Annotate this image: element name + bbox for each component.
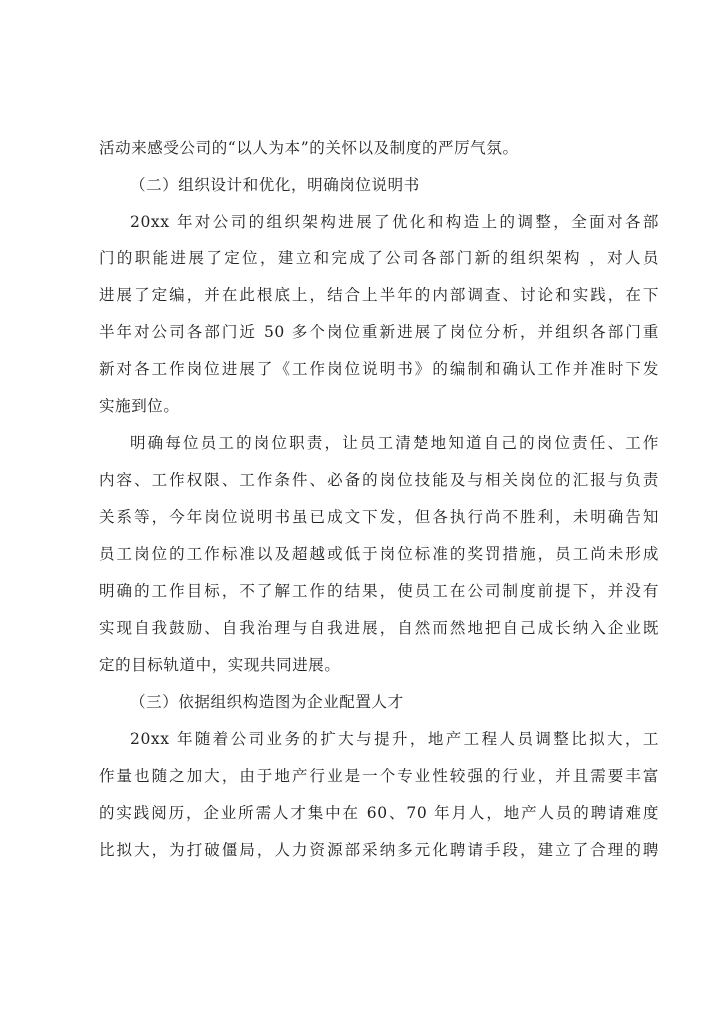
paragraph-line: 作量也随之加大，由于地产行业是一个专业性较强的行业，并且需要丰富 [99,767,659,785]
paragraph-line: 20xx 年随着公司业务的扩大与提升，地产工程人员调整比拟大，工 [130,730,659,748]
paragraph-line: 实施到位。 [99,397,180,415]
paragraph-line: 进展了定编，并在此根底上，结合上半年的内部调查、讨论和实践，在下 [99,286,659,304]
paragraph-line: 实现自我鼓励、自我治理与自我进展，自然而然地把自己成长纳入企业既 [99,619,659,637]
paragraph-line: 明确的工作目标，不了解工作的结果，使员工在公司制度前提下，并没有 [99,582,659,600]
paragraph-line: 活动来感受公司的“以人为本”的关怀以及制度的严厉气氛。 [99,139,519,157]
paragraph-line: 员工岗位的工作标准以及超越或低于岗位标准的奖罚措施，员工尚未形成 [99,545,659,563]
section-heading-2: （二）组织设计和优化，明确岗位说明书 [130,176,420,194]
paragraph-line: 定的目标轨道中，实现共同进展。 [99,656,341,674]
paragraph-line: 的实践阅历，企业所需人才集中在 60、70 年月人，地产人员的聘请难度 [99,804,659,822]
paragraph-line: 20xx 年对公司的组织架构进展了优化和构造上的调整，全面对各部 [130,213,659,231]
paragraph-line: 比拟大，为打破僵局，人力资源部采纳多元化聘请手段，建立了合理的聘 [99,841,659,859]
paragraph-line: 半年对公司各部门近 50 多个岗位重新进展了岗位分析，并组织各部门重 [99,323,659,341]
section-heading-3: （三）依据组织构造图为企业配置人才 [130,693,404,711]
paragraph-line: 关系等，今年岗位说明书虽已成文下发，但各执行尚不胜利，未明确告知 [99,508,659,526]
paragraph-line: 新对各工作岗位进展了《工作岗位说明书》的编制和确认工作并准时下发 [99,360,659,378]
paragraph-line: 内容、工作权限、工作条件、必备的岗位技能及与相关岗位的汇报与负责 [99,471,659,489]
paragraph-line: 明确每位员工的岗位职责，让员工清楚地知道自己的岗位责任、工作 [130,434,659,452]
paragraph-line: 门的职能进展了定位，建立和完成了公司各部门新的组织架构 ，对人员 [99,249,659,267]
